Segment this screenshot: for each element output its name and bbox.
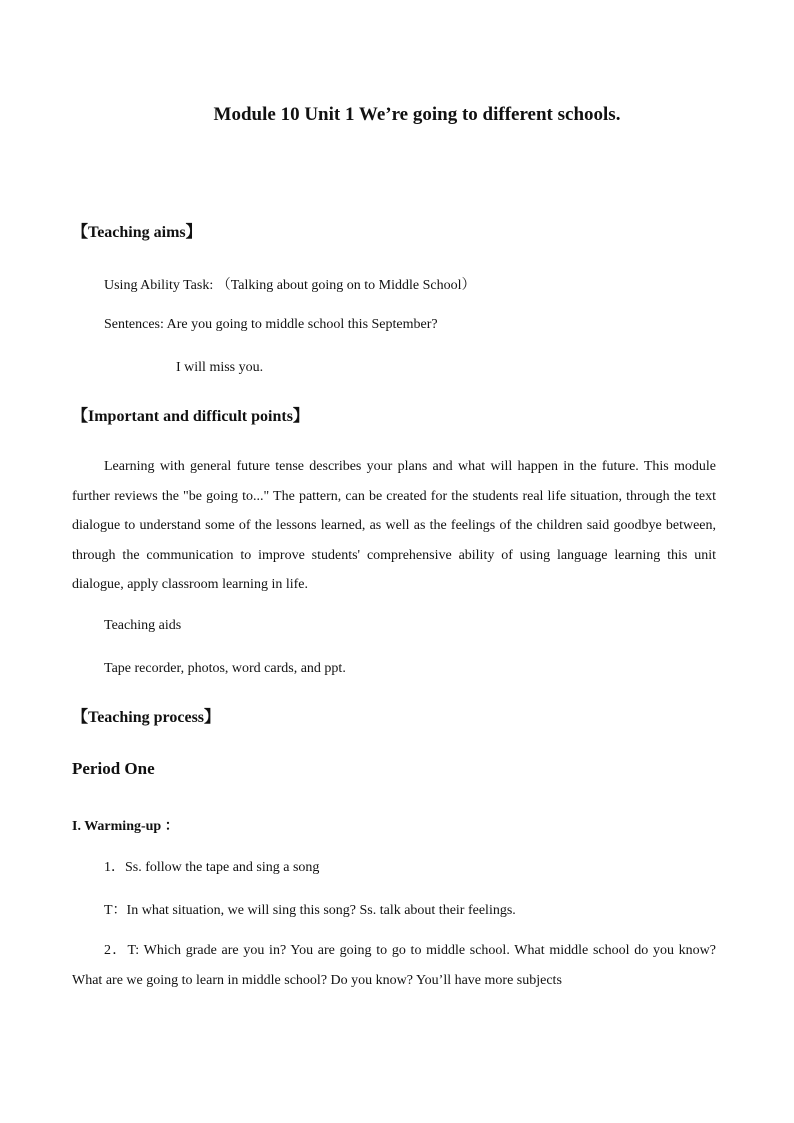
teaching-process-heading: 【Teaching process】	[72, 709, 221, 726]
teaching-aids-list: Tape recorder, photos, word cards, and ppt.	[104, 661, 346, 676]
important-points-heading: 【Important and difficult points】	[72, 408, 309, 425]
aims-sentences-line: Sentences: Are you going to middle school this September?	[104, 317, 438, 332]
teaching-aims-heading: 【Teaching aims】	[72, 224, 202, 241]
warmup-item-two: 2．T: Which grade are you in? You are going to go to middle school. What middle school do you know? What are we going to learn in middle school? Do you know? You’ll have more subjects	[72, 943, 716, 988]
aims-sentence-two: I will miss you.	[176, 360, 264, 375]
period-one-heading: Period One	[72, 759, 155, 778]
warmup-item-one: 1．Ss. follow the tape and sing a song	[104, 860, 320, 875]
warmup-item-one-teacher: T：In what situation, we will sing this song? Ss. talk about their feelings.	[104, 903, 516, 918]
teaching-aids-label: Teaching aids	[104, 618, 182, 633]
aims-task-line: Using Ability Task: （Talking about going on to Middle School）	[104, 278, 476, 293]
document-title: Module 10 Unit 1 We’re going to different schools.	[213, 104, 621, 125]
warming-up-heading: I. Warming-up ：	[72, 819, 179, 834]
important-points-paragraph: Learning with general future tense describes your plans and what will happen in the future. This module further reviews the "be going to..." The pattern, can be created for the students real life situation, through the text dialogue to understand some of the lessons learned, as well as the feelings of the children said goodbye between, through the communication to improve students' comprehensive ability of using language learning this unit dialogue, apply classroom learning in life.	[72, 459, 716, 592]
